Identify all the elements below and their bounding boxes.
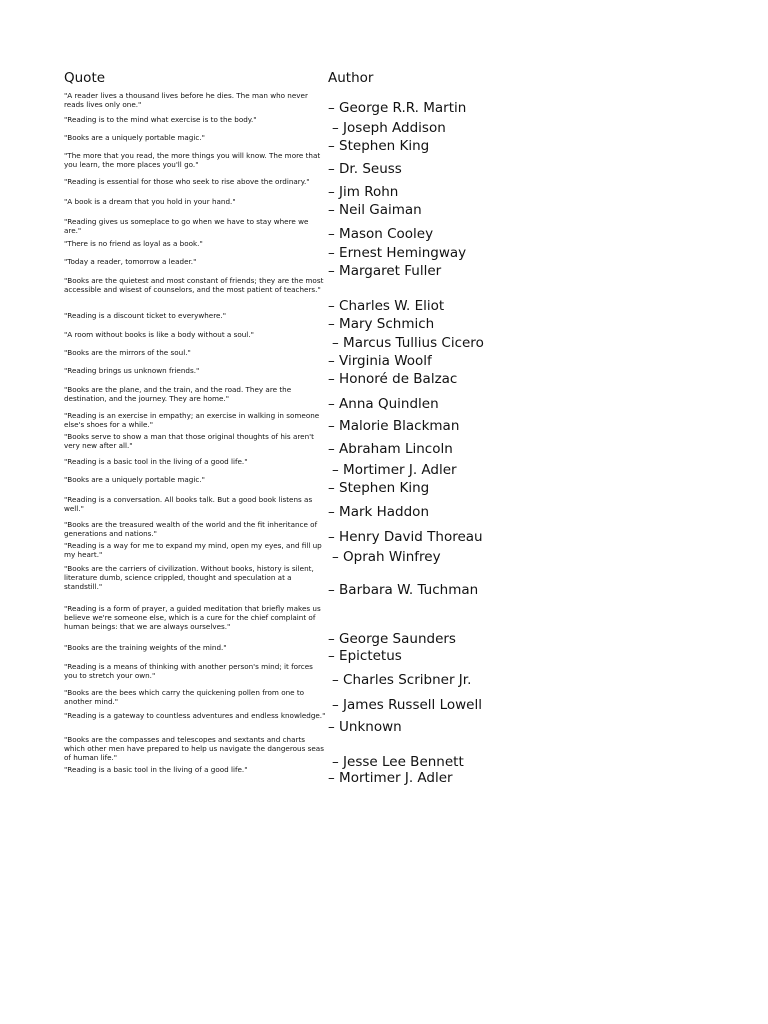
quote-text: "Books are the quietest and most constant of friends; they are the most accessible and wisest of counselors, and the most patient of teachers." [64, 276, 324, 295]
author-name: – Epictetus [328, 648, 402, 664]
author-column-header: Author [328, 70, 374, 86]
quote-text: "Reading gives us someplace to go when we have to stay where we are." [64, 217, 309, 236]
quote-text: "Reading is an exercise in empathy; an exercise in walking in someone else's shoes for a while." [64, 411, 320, 430]
quote-text: "A reader lives a thousand lives before he dies. The man who never reads lives only one." [64, 91, 308, 110]
quote-text: "Books are the treasured wealth of the world and the fit inheritance of generations and nations." [64, 520, 318, 539]
author-name: – Unknown [328, 719, 402, 735]
quote-text: "Books are the plane, and the train, and the road. They are the destination, and the journey. They are home." [64, 385, 292, 404]
author-name: – Margaret Fuller [328, 263, 442, 279]
author-name: – Mason Cooley [328, 226, 434, 242]
quote-text: "Reading is a discount ticket to everywhere." [64, 311, 227, 320]
author-name: – Honoré de Balzac [328, 371, 458, 387]
quote-text: "Reading is a basic tool in the living of a good life." [64, 457, 248, 466]
author-name: – Dr. Seuss [328, 161, 402, 177]
author-name: – Mark Haddon [328, 504, 429, 520]
quote-text: "Reading brings us unknown friends." [64, 366, 200, 375]
author-name: – Charles W. Eliot [328, 298, 445, 314]
author-name: – Oprah Winfrey [332, 549, 441, 565]
author-name: – Mortimer J. Adler [332, 462, 457, 478]
author-name: – Henry David Thoreau [328, 529, 483, 545]
quote-text: "Books serve to show a man that those original thoughts of his aren't very new after all." [64, 432, 314, 451]
author-name: – Mary Schmich [328, 316, 435, 332]
quote-text: "Books are a uniquely portable magic." [64, 475, 205, 484]
author-name: – Neil Gaiman [328, 202, 422, 218]
author-name: – Virginia Woolf [328, 353, 432, 369]
quote-column-header: Quote [64, 70, 106, 86]
table-header [64, 70, 704, 88]
author-name: – Stephen King [328, 480, 430, 496]
author-name: – Abraham Lincoln [328, 441, 453, 457]
quote-text: "Books are the carriers of civilization. Without books, history is silent, literature dumb, science crippled, thought and speculation at a standstill." [64, 564, 314, 592]
author-name: – Jesse Lee Bennett [332, 754, 464, 770]
author-name: – Mortimer J. Adler [328, 770, 453, 786]
author-name: – George R.R. Martin [328, 100, 467, 116]
quote-text: "Reading is a form of prayer, a guided meditation that briefly makes us believe we're someone else, which is a cure for the chief complaint of human beings: that we are always ourselves." [64, 604, 321, 632]
quote-text: "Reading is a conversation. All books talk. But a good book listens as well." [64, 495, 313, 514]
quote-text: "Reading is a means of thinking with another person's mind; it forces you to stretch your own." [64, 662, 313, 681]
quote-text: "Today a reader, tomorrow a leader." [64, 257, 197, 266]
quote-text: "There is no friend as loyal as a book." [64, 239, 203, 248]
quote-text: "Books are the bees which carry the quickening pollen from one to another mind." [64, 688, 305, 707]
author-name: – Stephen King [328, 138, 430, 154]
quotes-document [64, 70, 704, 786]
author-name: – Anna Quindlen [328, 396, 439, 412]
author-name: – George Saunders [328, 631, 456, 647]
author-name: – Ernest Hemingway [328, 245, 467, 261]
author-name: – Malorie Blackman [328, 418, 460, 434]
author-name: – Joseph Addison [332, 120, 446, 136]
quote-text: "Books are the training weights of the mind." [64, 643, 227, 652]
quote-text: "A room without books is like a body without a soul." [64, 330, 254, 339]
quote-text: "Books are a uniquely portable magic." [64, 133, 205, 142]
quote-text: "Reading is a way for me to expand my mind, open my eyes, and fill up my heart." [64, 541, 322, 560]
author-name: – Barbara W. Tuchman [328, 582, 479, 598]
quote-text: "Books are the mirrors of the soul." [64, 348, 191, 357]
quote-text: "A book is a dream that you hold in your hand." [64, 197, 236, 206]
quote-text: "The more that you read, the more things you will know. The more that you learn, the more places you'll go." [64, 151, 321, 170]
quote-text: "Reading is a gateway to countless adventures and endless knowledge." [64, 711, 326, 720]
quote-text: "Reading is essential for those who seek to rise above the ordinary." [64, 177, 310, 186]
quote-text: "Books are the compasses and telescopes and sextants and charts which other men have prepared to help us navigate the dangerous seas of human life." [64, 735, 324, 763]
author-name: – James Russell Lowell [332, 697, 482, 713]
author-name: – Marcus Tullius Cicero [332, 335, 484, 351]
author-name: – Jim Rohn [328, 184, 399, 200]
quote-text: "Reading is to the mind what exercise is to the body." [64, 115, 257, 124]
quote-text: "Reading is a basic tool in the living of a good life." [64, 765, 248, 774]
author-name: – Charles Scribner Jr. [332, 672, 472, 688]
